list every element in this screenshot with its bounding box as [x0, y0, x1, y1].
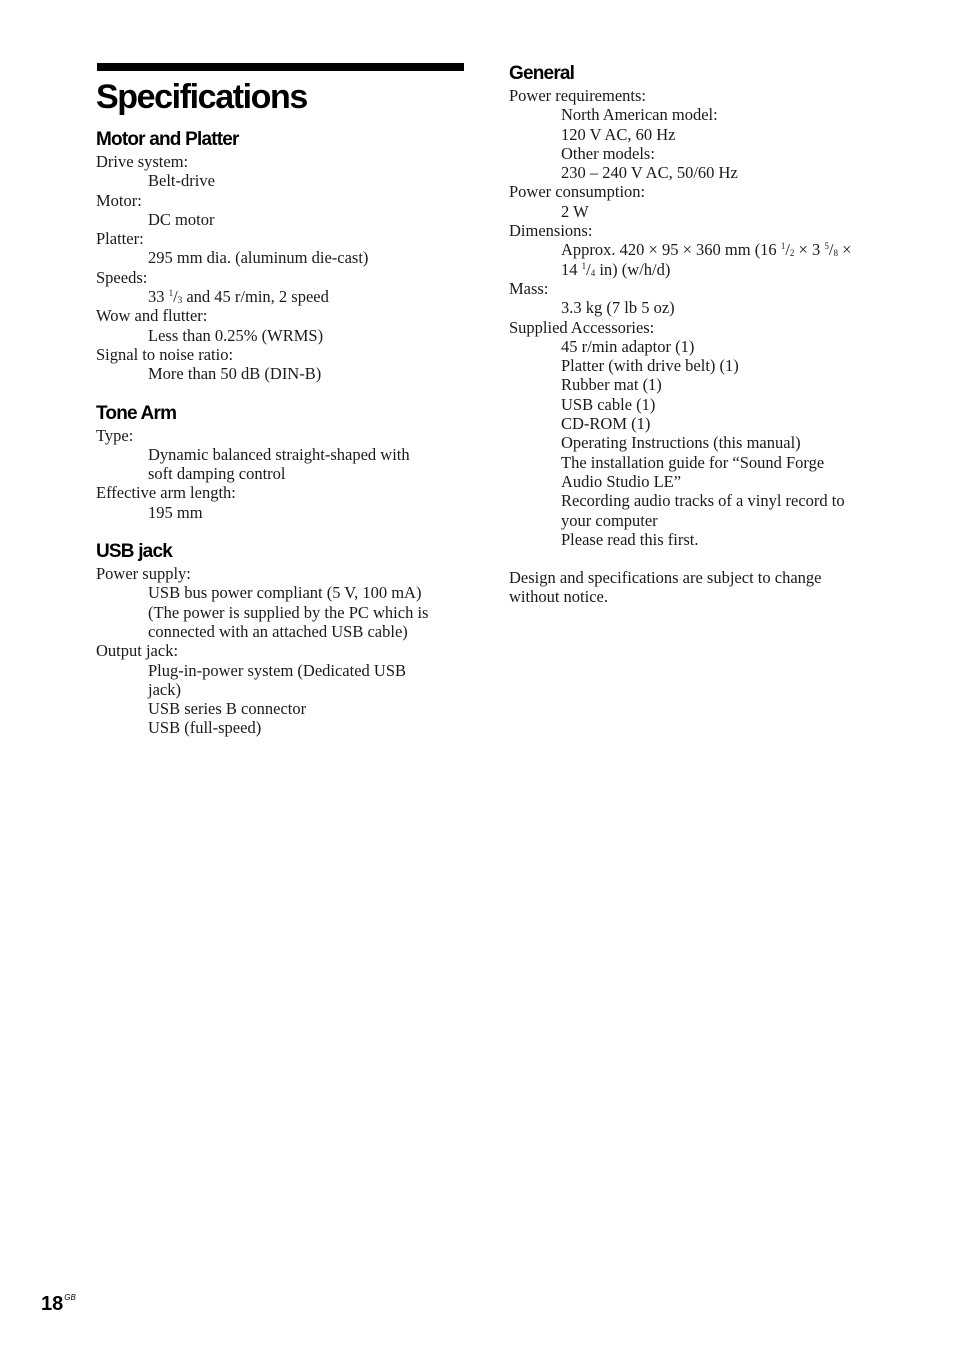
motor-and-platter-section	[96, 129, 466, 384]
page-region-code: GB	[64, 1293, 76, 1302]
drive-system-label: Drive system:	[96, 152, 189, 171]
wow-flutter-label: Wow and flutter:	[96, 306, 208, 326]
dimensions-fraction-depth: $^1/_4$	[581, 259, 596, 279]
accessory-recording-guide-line1: Recording audio tracks of a vinyl record to	[561, 491, 845, 511]
general-section	[509, 63, 889, 549]
change-notice-line2: without notice.	[509, 587, 608, 607]
speeds-value	[96, 287, 466, 306]
page-title: Specifications	[96, 78, 307, 116]
speeds-fraction-numerator: 1	[168, 288, 174, 299]
platter-value: 295 mm dia. (aluminum die-cast)	[148, 248, 369, 268]
platter-label: Platter:	[96, 229, 144, 249]
dimensions-fraction-depth-numerator: 1	[581, 260, 587, 271]
power-requirements-line2: 120 V AC, 60 Hz	[561, 124, 676, 144]
dimensions-suffix: in) (w/h/d)	[595, 259, 671, 279]
speeds-whole: 33	[148, 287, 165, 307]
dimensions-fraction-depth-denominator: 4	[590, 267, 596, 278]
motor-and-platter-heading: Motor and Platter	[96, 129, 239, 150]
speeds-rest: and 45 r/min, 2 speed	[182, 287, 329, 307]
left-column	[96, 129, 466, 757]
power-supply-value-line2: (The power is supplied by the PC which is	[148, 602, 429, 622]
tone-arm-section	[96, 403, 466, 522]
change-notice-line1: Design and specifications are subject to change	[509, 568, 822, 588]
dimensions-label: Dimensions:	[509, 221, 593, 241]
dimensions-mid1: × 3	[794, 240, 825, 260]
page-number-value: 18	[41, 1293, 64, 1315]
arm-type-value-line1: Dynamic balanced straight-shaped with	[148, 444, 410, 464]
motor-value: DC motor	[148, 209, 215, 229]
dimensions-fraction-height: $^5/_8$	[824, 240, 838, 260]
power-requirements-line4: 230 – 240 V AC, 50/60 Hz	[561, 163, 738, 183]
page-number	[41, 1286, 76, 1316]
power-consumption-value: 2 W	[561, 201, 589, 221]
arm-length-label: Effective arm length:	[96, 483, 236, 503]
power-requirements-label: Power requirements:	[509, 86, 647, 105]
accessory-install-guide-line1: The installation guide for “Sound Forge	[561, 452, 825, 472]
accessory-usb-cable: USB cable (1)	[561, 394, 656, 414]
usb-jack-heading: USB jack	[96, 541, 172, 563]
accessory-platter: Platter (with drive belt) (1)	[561, 356, 739, 376]
mass-label: Mass:	[509, 278, 549, 298]
dimensions-value-line2	[509, 260, 889, 279]
dimensions-fraction-width-numerator: 1	[780, 241, 786, 252]
arm-type-label: Type:	[96, 425, 134, 445]
accessory-cd-rom: CD-ROM (1)	[561, 414, 651, 434]
dimensions-fraction-height-denominator: 8	[833, 248, 838, 259]
arm-length-value: 195 mm	[148, 502, 203, 522]
speeds-fraction-denominator: 3	[177, 295, 183, 306]
power-supply-value-line1: USB bus power compliant (5 V, 100 mA)	[148, 583, 422, 603]
accessory-recording-guide-line2: your computer	[561, 510, 658, 530]
tone-arm-heading: Tone Arm	[96, 402, 177, 424]
speeds-fraction: $^1/_3$	[168, 287, 183, 307]
dimensions-value-line1	[509, 240, 889, 259]
right-column	[509, 63, 889, 607]
general-heading: General	[509, 63, 575, 84]
snr-value: More than 50 dB (DIN-B)	[148, 364, 322, 384]
accessory-read-first: Please read this first.	[561, 529, 699, 549]
output-jack-label: Output jack:	[96, 641, 179, 661]
accessory-instructions: Operating Instructions (this manual)	[561, 433, 801, 453]
output-jack-value-line2: jack)	[148, 679, 181, 699]
power-requirements-line3: Other models:	[561, 143, 655, 163]
power-consumption-label: Power consumption:	[509, 182, 646, 202]
power-supply-label: Power supply:	[96, 564, 191, 584]
dimensions-prefix: Approx. 420 × 95 × 360 mm (16	[561, 240, 781, 260]
arm-type-value-line2: soft damping control	[148, 464, 286, 484]
drive-system-value: Belt-drive	[148, 171, 215, 191]
motor-label: Motor:	[96, 190, 142, 210]
dimensions-fraction-width: $^1/_2$	[780, 240, 795, 260]
wow-flutter-value: Less than 0.25% (WRMS)	[148, 325, 324, 345]
accessory-adaptor: 45 r/min adaptor (1)	[561, 336, 695, 356]
snr-label: Signal to noise ratio:	[96, 344, 234, 364]
dimensions-fraction-height-numerator: 5	[824, 241, 829, 252]
dimensions-fraction-width-denominator: 2	[789, 248, 795, 259]
title-rule	[97, 63, 464, 71]
output-jack-value-line4: USB (full-speed)	[148, 718, 262, 738]
accessories-label: Supplied Accessories:	[509, 317, 655, 337]
accessory-rubber-mat: Rubber mat (1)	[561, 375, 662, 395]
power-supply-value-line3: connected with an attached USB cable)	[148, 621, 408, 641]
output-jack-value-line3: USB series B connector	[148, 699, 307, 719]
accessory-install-guide-line2: Audio Studio LE”	[561, 471, 682, 491]
dimensions-mid2: ×	[837, 240, 852, 260]
usb-jack-section	[96, 541, 466, 738]
power-requirements-line1: North American model:	[561, 105, 718, 125]
speeds-label: Speeds:	[96, 267, 148, 287]
mass-value: 3.3 kg (7 lb 5 oz)	[561, 298, 675, 318]
dimensions-line2-prefix: 14	[561, 259, 582, 279]
change-notice	[509, 568, 889, 607]
output-jack-value-line1: Plug-in-power system (Dedicated USB	[148, 660, 406, 680]
